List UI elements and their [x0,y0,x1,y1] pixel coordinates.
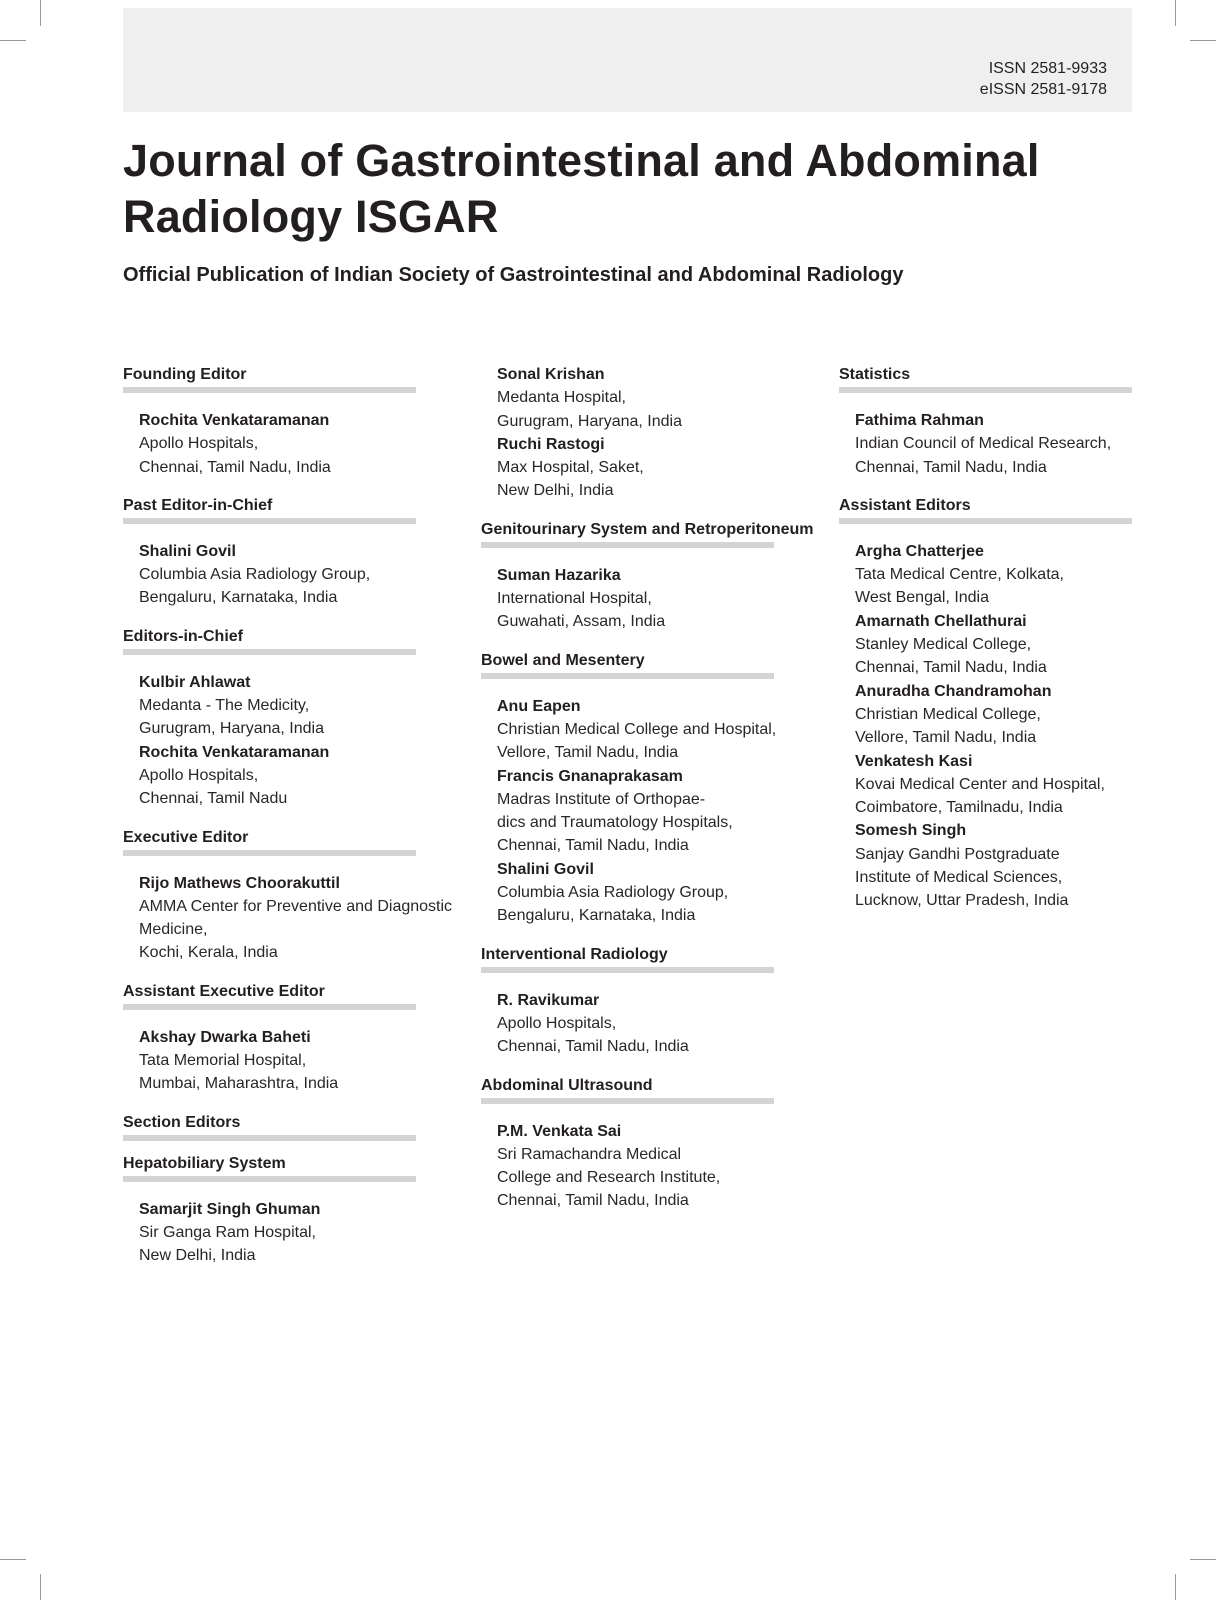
section-rule [123,1004,416,1010]
editor-affiliation: Indian Council of Medical Research, [855,435,1112,453]
editor-location: Chennai, Tamil Nadu, India [497,1038,689,1056]
section-rule [839,518,1132,524]
editor-entry [855,750,1179,820]
editor-name: R. Ravikumar [497,991,600,1009]
editor-name: Ruchi Rastogi [497,435,605,453]
editor-name: P.M. Venkata Sai [497,1122,622,1140]
editor-affiliation: dics and Traumatology Hospitals, [497,814,733,832]
editor-location: Vellore, Tamil Nadu, India [497,744,679,762]
editor-location: Coimbatore, Tamilnadu, India [855,799,1063,817]
editor-name: Akshay Dwarka Baheti [139,1028,311,1046]
column-3 [839,363,1179,928]
editor-affiliation: Stanley Medical College, [855,636,1032,654]
editor-affiliation: Christian Medical College and Hospital, [497,720,777,738]
hepatobiliary-continued [481,363,821,503]
section-rule [123,1176,416,1182]
editor-name: Venkatesh Kasi [855,752,973,770]
editor-affiliation: Kovai Medical Center and Hospital, [855,775,1105,793]
editor-affiliation: Apollo Hospitals, [139,435,259,453]
editor-affiliation: Max Hospital, Saket, [497,459,644,477]
section-heading: Past Editor-in-Chief [123,496,273,514]
editor-affiliation: AMMA Center for Preventive and Diagnostic [139,897,453,915]
section-heading: Editors-in-Chief [123,627,243,645]
editor-location: Chennai, Tamil Nadu, India [139,458,331,476]
section-heading: Assistant Executive Editor [123,982,325,1000]
editor-affiliation: Medicine, [139,921,208,939]
editor-name: Anuradha Chandramohan [855,682,1052,700]
editor-name: Anu Eapen [497,697,581,715]
section-rule [481,673,774,679]
journal-title-line1: Journal of Gastrointestinal and Abdominal [123,135,1040,186]
editor-location: Gurugram, Haryana, India [497,412,682,430]
editor-name: Samarjit Singh Ghuman [139,1200,321,1218]
editor-affiliation: Christian Medical College, [855,705,1041,723]
editor-affiliation: Sanjay Gandhi Postgraduate [855,845,1060,863]
section-rule [839,387,1132,393]
section-heading: Executive Editor [123,828,249,846]
journal-title-line2: Radiology ISGAR [123,191,499,242]
editor-affiliation: Sri Ramachandra Medical [497,1145,682,1163]
section-rule [481,1098,774,1104]
editor-entry [139,1198,453,1268]
section-heading: Genitourinary System and Retroperitoneum [481,520,814,538]
editor-affiliation: Medanta Hospital, [497,389,626,407]
section-founding-editor [123,363,453,479]
editor-location: Gurugram, Haryana, India [139,720,324,738]
editor-name: Kulbir Ahlawat [139,673,251,691]
journal-title [123,133,1123,245]
crop-mark [0,40,26,41]
editor-location: Guwahati, Assam, India [497,613,666,631]
section-genitourinary [481,518,821,634]
editor-location: Chennai, Tamil Nadu, India [497,1192,689,1210]
editor-affiliation: Sir Ganga Ram Hospital, [139,1223,316,1241]
issn-block [980,58,1107,100]
editor-name: Rochita Venkataramanan [139,412,330,429]
editor-name: Shalini Govil [497,860,594,878]
editor-affiliation: Tata Medical Centre, Kolkata, [855,566,1064,584]
editor-name: Fathima Rahman [855,412,984,429]
editor-entry [139,1026,453,1096]
editor-location: Chennai, Tamil Nadu, India [497,837,689,855]
editor-entry [497,765,821,858]
editor-name: Suman Hazarika [497,566,621,584]
editor-name: Rochita Venkataramanan [139,743,330,761]
editor-entry [497,433,821,503]
crop-mark [0,1559,26,1560]
editor-location: New Delhi, India [497,482,614,500]
editor-affiliation: Apollo Hospitals, [139,766,259,784]
editor-entry [497,695,821,765]
editor-entry [497,564,821,634]
editor-name: Shalini Govil [139,542,236,560]
editor-location: Mumbai, Maharashtra, India [139,1075,339,1093]
editor-affiliation: College and Research Institute, [497,1169,721,1187]
column-1 [123,363,453,1283]
issn: ISSN 2581-9933 [988,60,1107,77]
header-band [123,8,1132,112]
editor-location: New Delhi, India [139,1247,256,1265]
editor-location: Chennai, Tamil Nadu [139,790,288,808]
section-hepatobiliary-system [123,1152,453,1268]
editor-affiliation: Medanta - The Medicity, [139,697,310,715]
column-2 [481,363,821,1228]
editor-affiliation: Columbia Asia Radiology Group, [139,566,371,584]
section-assistant-editors [839,494,1179,913]
editor-entry [497,858,821,928]
editor-entry [497,1120,821,1213]
editor-name: Francis Gnanaprakasam [497,767,683,785]
section-heading: Statistics [839,366,911,383]
section-interventional-radiology [481,943,821,1059]
section-abdominal-ultrasound [481,1074,821,1213]
editor-location: Bengaluru, Karnataka, India [497,907,696,925]
editor-entry [855,540,1179,610]
editor-location: Chennai, Tamil Nadu, India [855,659,1047,677]
section-rule [123,649,416,655]
editor-entry [497,363,821,433]
section-past-editor-in-chief [123,494,453,610]
editor-entry [139,409,453,479]
editor-entry [139,540,453,610]
editor-entry [855,680,1179,750]
section-editors-in-chief [123,625,453,811]
editor-entry [855,819,1179,912]
crop-mark [1175,1574,1176,1600]
editor-name: Sonal Krishan [497,366,605,383]
crop-mark [1190,40,1216,41]
section-statistics [839,363,1179,479]
section-rule [481,967,774,973]
editor-affiliation: Columbia Asia Radiology Group, [497,884,729,902]
section-rule [123,518,416,524]
editor-location: Bengaluru, Karnataka, India [139,589,338,607]
editor-entry [139,741,453,811]
section-heading: Section Editors [123,1113,241,1131]
editor-entry [497,989,821,1059]
crop-mark [40,1574,41,1600]
crop-mark [1190,1559,1216,1560]
editor-entry [855,409,1179,479]
section-heading: Interventional Radiology [481,945,668,963]
editor-affiliation: Madras Institute of Orthopae- [497,790,706,808]
editor-name: Somesh Singh [855,822,967,840]
section-heading: Abdominal Ultrasound [481,1076,653,1094]
editor-entry [139,872,453,965]
editor-affiliation: International Hospital, [497,590,652,608]
section-rule [123,387,416,393]
section-section-editors [123,1111,453,1141]
editor-entry [139,671,453,741]
editor-location: Kochi, Kerala, India [139,944,278,962]
editor-entry [855,610,1179,680]
editor-affiliation: Tata Memorial Hospital, [139,1052,307,1070]
eissn: eISSN 2581-9178 [979,81,1107,98]
editor-affiliation: Apollo Hospitals, [497,1014,617,1032]
section-bowel-mesentery [481,649,821,928]
section-heading: Founding Editor [123,366,247,383]
section-heading: Assistant Editors [839,496,971,514]
journal-subtitle: Official Publication of Indian Society of Gastrointestinal and Abdominal Radiology [123,264,904,286]
editor-name: Rijo Mathews Choorakuttil [139,874,340,892]
editor-location: Chennai, Tamil Nadu, India [855,458,1047,476]
section-executive-editor [123,826,453,965]
editor-name: Argha Chatterjee [855,542,984,560]
editor-location: Lucknow, Uttar Pradesh, India [855,892,1069,910]
section-rule [123,850,416,856]
section-rule [123,1135,416,1141]
editor-affiliation: Institute of Medical Sciences, [855,869,1063,887]
section-heading: Hepatobiliary System [123,1154,286,1172]
editor-location: Vellore, Tamil Nadu, India [855,729,1037,747]
section-rule [481,542,774,548]
section-assistant-executive-editor [123,980,453,1096]
crop-mark [1175,0,1176,26]
editor-name: Amarnath Chellathurai [855,612,1027,630]
section-heading: Bowel and Mesentery [481,651,645,669]
editor-location: West Bengal, India [855,589,990,607]
crop-mark [40,0,41,26]
